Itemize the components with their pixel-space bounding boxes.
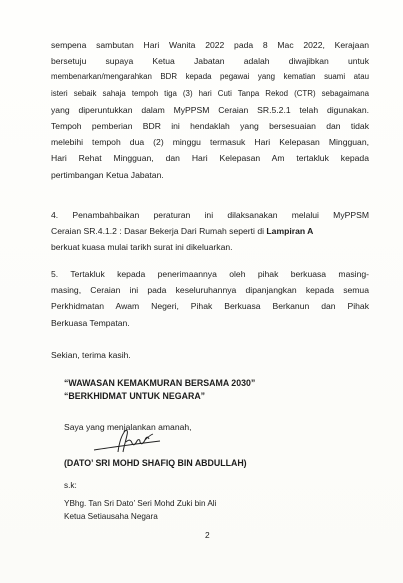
paragraph-intro bbox=[51, 37, 369, 183]
cc-recipient-name: YBhg. Tan Sri Dato’ Seri Mohd Zuki bin Ali bbox=[64, 499, 217, 508]
paragraph-line: pertimbangan Ketua Jabatan. bbox=[51, 169, 164, 180]
motto-line: “WAWASAN KEMAKMURAN BERSAMA 2030” bbox=[64, 378, 256, 388]
closing-thanks: Sekian, terima kasih. bbox=[51, 350, 131, 360]
paragraph-line bbox=[51, 223, 369, 239]
paragraph-line: 4. Penambahbaikan peraturan ini dilaksanakan melalui MyPPSM bbox=[51, 210, 369, 220]
page-number: 2 bbox=[205, 530, 210, 540]
paragraph-line: Perkhidmatan Awam Negeri, Pihak Berkuasa Berkanun dan Pihak bbox=[51, 301, 369, 312]
closing-trust: Saya yang menjalankan amanah, bbox=[64, 422, 192, 432]
signature-image bbox=[92, 426, 162, 458]
paragraph-4 bbox=[51, 207, 369, 256]
cc-recipient-title: Ketua Setiausaha Negara bbox=[64, 512, 158, 521]
paragraph-line: isteri sebaik sahaja tempoh tiga (3) hari Cuti Tanpa Rekod (CTR) sebagaimana bbox=[51, 88, 369, 98]
paragraph-line: berkuat kuasa mulai tarikh surat ini dikeluarkan. bbox=[51, 242, 233, 253]
paragraph-line: Berkuasa Tempatan. bbox=[51, 317, 130, 328]
paragraph-line: yang diperuntukkan dalam MyPPSM Ceraian SR.5.2.1 telah digunakan. bbox=[51, 104, 369, 115]
paragraph-5 bbox=[51, 266, 369, 331]
motto-block bbox=[64, 377, 255, 403]
paragraph-line: sempena sambutan Hari Wanita 2022 pada 8 Mac 2022, Kerajaan bbox=[51, 40, 369, 50]
paragraph-text: Ceraian SR.4.1.2 : Dasar Bekerja Dari Rumah seperti di bbox=[51, 226, 265, 237]
paragraph-line: bersetuju supaya Ketua Jabatan adalah diwajibkan untuk bbox=[51, 56, 369, 67]
paragraph-line: masing, Ceraian ini pada keseluruhannya dipanjangkan kepada semua bbox=[51, 285, 369, 296]
paragraph-line: 5. Tertakluk kepada penerimaannya oleh pihak berkuasa masing- bbox=[51, 269, 369, 279]
paragraph-line: membenarkan/mengarahkan BDR kepada pegawai yang kematian suami atau bbox=[51, 72, 369, 82]
appendix-reference: Lampiran A bbox=[266, 226, 314, 237]
paragraph-line: melebihi tempoh dua (2) minggu termasuk Hari Kelepasan Mingguan, bbox=[51, 137, 369, 148]
signatory-name: (DATO’ SRI MOHD SHAFIQ BIN ABDULLAH) bbox=[64, 458, 247, 468]
cc-label: s.k: bbox=[64, 481, 77, 490]
paragraph-line: Hari Rehat Mingguan, dan Hari Kelepasan Am tertakluk kepada bbox=[51, 153, 369, 164]
paragraph-line: Tempoh pemberian BDR ini hendaklah yang bersesuaian dan tidak bbox=[51, 121, 369, 132]
motto-line: “BERKHIDMAT UNTUK NEGARA” bbox=[64, 391, 206, 401]
